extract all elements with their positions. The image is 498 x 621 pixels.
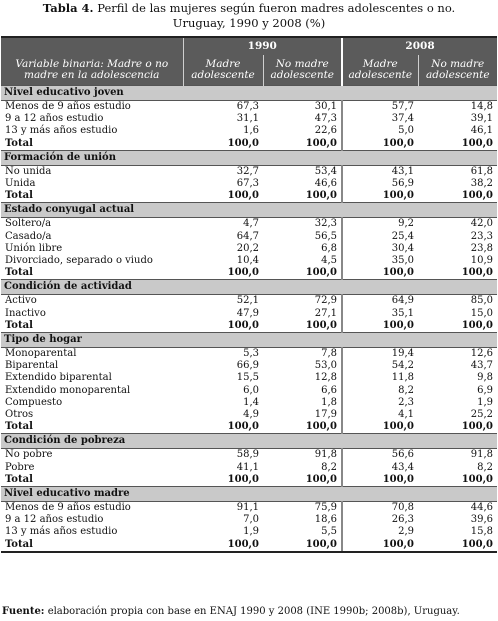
cell-1990-madre: 100,0 — [227, 137, 259, 149]
cell-2008-madre: 8,2 — [342, 385, 418, 397]
total-row — [1, 320, 497, 333]
cell-2008-madre: 43,4 — [342, 462, 418, 474]
cell-2008-no-madre: 38,2 — [470, 178, 494, 190]
cell-2008-no-madre: 12,6 — [470, 348, 494, 360]
col-1990-no-madre: No madre adolescente — [263, 55, 342, 86]
cell-2008-no-madre: 100,0 — [461, 473, 494, 485]
cell-1990-no-madre: 56,5 — [314, 230, 338, 242]
row-label: Total — [5, 319, 33, 331]
row-label: Total — [1, 539, 183, 552]
cell-2008-madre: 54,2 — [342, 360, 418, 372]
cell-1990-madre: 20,2 — [236, 242, 259, 254]
cell-2008-madre: 26,3 — [342, 514, 418, 526]
table-row — [1, 462, 497, 474]
cell-2008-no-madre: 1,9 — [477, 396, 494, 408]
source-note — [2, 606, 460, 617]
cell-1990-no-madre: 12,8 — [314, 372, 338, 384]
cell-2008-madre: 56,6 — [342, 449, 418, 462]
cell-1990-no-madre: 6,8 — [321, 242, 338, 254]
total-row — [1, 190, 497, 203]
table-row — [1, 409, 497, 421]
cell-2008-no-madre: 39,6 — [470, 514, 494, 526]
cell-2008-no-madre: 8,2 — [477, 461, 494, 473]
col-1990-madre: Madre adolescente — [183, 55, 263, 86]
header-blank — [1, 37, 183, 55]
row-label: Extendido biparental — [5, 372, 112, 384]
cell-2008-no-madre: 100,0 — [418, 539, 497, 552]
section-header-row — [1, 333, 497, 348]
cell-1990-no-madre: 17,9 — [314, 409, 338, 421]
cell-2008-madre: 35,0 — [342, 255, 418, 267]
cell-1990-madre: 47,9 — [236, 307, 259, 319]
cell-1990-madre: 100,0 — [227, 267, 259, 279]
table-row — [1, 178, 497, 190]
row-label: Casado/a — [5, 230, 52, 242]
cell-2008-no-madre: 61,8 — [470, 165, 494, 177]
cell-1990-no-madre: 1,8 — [321, 396, 338, 408]
cell-2008-madre: 4,1 — [342, 409, 418, 421]
cell-1990-madre: 15,5 — [236, 372, 259, 384]
cell-2008-madre: 100,0 — [342, 421, 418, 434]
cell-2008-madre: 43,1 — [342, 165, 418, 178]
year-2008-header: 2008 — [342, 37, 497, 55]
source-text: elaboración propia con base en ENAJ 1990 y 2008 (INE 1990b; 2008b), Uruguay. — [47, 606, 460, 617]
cell-1990-no-madre: 7,8 — [321, 348, 338, 360]
cell-1990-madre: 1,4 — [243, 396, 259, 408]
row-label: Menos de 9 años estudio — [5, 502, 131, 514]
row-label: Unida — [5, 178, 36, 190]
cell-2008-no-madre: 100,0 — [461, 137, 494, 149]
table-row — [1, 113, 497, 125]
cell-1990-no-madre: 8,2 — [321, 461, 338, 473]
row-label: Pobre — [5, 461, 35, 473]
cell-2008-no-madre: 9,8 — [477, 372, 494, 384]
cell-2008-madre: 100,0 — [342, 320, 418, 333]
total-row — [1, 474, 497, 487]
cell-2008-no-madre: 100,0 — [461, 267, 494, 279]
cell-1990-no-madre: 6,6 — [321, 384, 338, 396]
cell-1990-madre: 52,1 — [236, 295, 259, 307]
variable-header: Variable binaria: Madre o no madre en la adolescencia — [1, 55, 183, 86]
cell-2008-madre: 37,4 — [342, 113, 418, 125]
cell-1990-madre: 32,7 — [236, 165, 259, 177]
cell-2008-madre: 100,0 — [342, 267, 418, 280]
total-row — [1, 138, 497, 151]
cell-1990-no-madre: 18,6 — [314, 514, 338, 526]
caption-line-2: Uruguay, 1990 y 2008 (%) — [172, 16, 326, 30]
section-title: Nivel educativo madre — [1, 487, 497, 502]
cell-1990-no-madre: 100,0 — [305, 319, 338, 331]
cell-1990-no-madre: 5,5 — [321, 526, 338, 538]
cell-2008-no-madre: 100,0 — [461, 190, 494, 202]
cell-2008-madre: 25,4 — [342, 231, 418, 243]
total-row — [1, 539, 497, 552]
cell-1990-no-madre: 75,9 — [314, 502, 338, 514]
table-row — [1, 243, 497, 255]
row-label: Total — [5, 137, 33, 149]
table-row — [1, 308, 497, 320]
cell-2008-no-madre: 6,9 — [477, 384, 494, 396]
table-row — [1, 165, 497, 178]
cell-1990-madre: 58,9 — [236, 449, 259, 461]
table-row — [1, 255, 497, 267]
cell-1990-madre: 1,9 — [243, 526, 259, 538]
cell-2008-madre: 100,0 — [342, 190, 418, 203]
section-header-row — [1, 280, 497, 295]
table-row — [1, 526, 497, 538]
table-body — [1, 86, 497, 552]
cell-1990-no-madre: 100,0 — [305, 473, 338, 485]
cell-1990-madre: 1,6 — [243, 125, 259, 137]
cell-1990-no-madre: 100,0 — [263, 539, 342, 552]
source-label: Fuente: — [2, 606, 45, 617]
cell-1990-no-madre: 100,0 — [305, 137, 338, 149]
data-table — [1, 36, 497, 553]
table-row — [1, 360, 497, 372]
cell-1990-madre: 6,0 — [243, 384, 259, 396]
cell-2008-no-madre: 46,1 — [470, 125, 494, 137]
cell-2008-madre: 2,3 — [342, 397, 418, 409]
total-row — [1, 267, 497, 280]
section-title: Tipo de hogar — [1, 333, 497, 348]
cell-2008-madre: 5,0 — [342, 125, 418, 137]
cell-2008-madre: 30,4 — [342, 243, 418, 255]
row-label: 9 a 12 años estudio — [5, 514, 104, 526]
row-label: Total — [5, 473, 33, 485]
cell-1990-madre: 100,0 — [227, 421, 259, 433]
cell-2008-no-madre: 39,1 — [470, 113, 494, 125]
table-row — [1, 218, 497, 231]
cell-1990-no-madre: 32,3 — [314, 218, 338, 230]
caption-text-1: Perfil de las mujeres según fueron madres adolescentes o no. — [97, 1, 456, 15]
section-title: Estado conyugal actual — [1, 203, 497, 218]
col-2008-madre: Madre adolescente — [342, 55, 418, 86]
row-label: Activo — [5, 295, 37, 307]
cell-2008-madre: 57,7 — [342, 101, 418, 114]
cell-1990-madre: 4,9 — [243, 409, 259, 421]
cell-2008-madre: 56,9 — [342, 178, 418, 190]
row-label: Inactivo — [5, 307, 46, 319]
cell-1990-no-madre: 47,3 — [314, 113, 338, 125]
cell-1990-no-madre: 4,5 — [321, 255, 338, 267]
table-row — [1, 125, 497, 137]
section-header-row — [1, 434, 497, 449]
cell-1990-madre: 41,1 — [236, 461, 259, 473]
cell-1990-madre: 66,9 — [236, 360, 259, 372]
cell-2008-madre: 100,0 — [342, 539, 418, 552]
cell-1990-no-madre: 100,0 — [305, 421, 338, 433]
cell-1990-no-madre: 22,6 — [314, 125, 338, 137]
cell-2008-madre: 35,1 — [342, 308, 418, 320]
cell-1990-madre: 64,7 — [236, 230, 259, 242]
row-label: Compuesto — [5, 396, 63, 408]
row-label: No unida — [5, 165, 52, 177]
section-header-row — [1, 203, 497, 218]
cell-2008-no-madre: 100,0 — [461, 421, 494, 433]
row-label: Extendido monoparental — [5, 384, 131, 396]
cell-1990-madre: 100,0 — [227, 473, 259, 485]
cell-2008-no-madre: 14,8 — [470, 101, 494, 112]
row-label: Otros — [5, 409, 34, 421]
table-row — [1, 502, 497, 515]
section-title: Condición de pobreza — [1, 434, 497, 449]
cell-2008-no-madre: 42,0 — [470, 218, 494, 230]
row-label: Divorciado, separado o viudo — [5, 255, 153, 267]
col-2008-no-madre: No madre adolescente — [418, 55, 497, 86]
table-row — [1, 372, 497, 384]
cell-1990-no-madre: 53,0 — [314, 360, 338, 372]
table-row — [1, 348, 497, 361]
cell-2008-madre: 2,9 — [342, 526, 418, 538]
cell-1990-madre: 67,3 — [236, 101, 259, 112]
cell-1990-no-madre: 46,6 — [314, 178, 338, 190]
cell-1990-no-madre: 91,8 — [314, 449, 338, 461]
table-header — [1, 37, 497, 86]
cell-1990-no-madre: 30,1 — [314, 101, 338, 112]
table-row — [1, 514, 497, 526]
cell-2008-madre: 70,8 — [342, 502, 418, 515]
cell-2008-no-madre: 10,9 — [470, 255, 494, 267]
cell-2008-no-madre: 44,6 — [470, 502, 494, 514]
cell-1990-madre: 100,0 — [227, 190, 259, 202]
caption-label: Tabla 4. — [42, 1, 94, 15]
cell-1990-madre: 10,4 — [236, 255, 259, 267]
row-label: Biparental — [5, 360, 59, 372]
row-label: No pobre — [5, 449, 53, 461]
cell-2008-madre: 9,2 — [342, 218, 418, 231]
cell-2008-madre: 11,8 — [342, 372, 418, 384]
row-label: 9 a 12 años estudio — [5, 113, 104, 125]
cell-1990-no-madre: 100,0 — [305, 267, 338, 279]
cell-2008-madre: 100,0 — [342, 138, 418, 151]
cell-1990-madre: 4,7 — [243, 218, 259, 230]
row-label: Unión libre — [5, 242, 63, 254]
cell-2008-madre: 19,4 — [342, 348, 418, 361]
section-header-row — [1, 487, 497, 502]
cell-1990-madre: 67,3 — [236, 178, 259, 190]
cell-1990-madre: 5,3 — [243, 348, 259, 360]
cell-2008-madre: 64,9 — [342, 295, 418, 308]
cell-2008-no-madre: 23,8 — [470, 242, 494, 254]
row-label: Menos de 9 años estudio — [5, 101, 131, 112]
cell-2008-no-madre: 91,8 — [470, 449, 494, 461]
cell-1990-no-madre: 100,0 — [305, 190, 338, 202]
section-title: Nivel educativo joven — [1, 86, 497, 101]
cell-2008-no-madre: 85,0 — [470, 295, 494, 307]
row-label: 13 y más años estudio — [5, 526, 118, 538]
section-title: Formación de unión — [1, 150, 497, 165]
row-label: Total — [5, 421, 33, 433]
row-label: Monoparental — [5, 348, 77, 360]
cell-1990-madre: 31,1 — [236, 113, 259, 125]
section-header-row — [1, 150, 497, 165]
table-row — [1, 231, 497, 243]
cell-2008-no-madre: 25,2 — [470, 409, 494, 421]
row-label: 13 y más años estudio — [5, 125, 118, 137]
table-caption — [0, 0, 498, 33]
cell-2008-madre: 100,0 — [342, 474, 418, 487]
cell-2008-no-madre: 23,3 — [470, 230, 494, 242]
row-label: Total — [5, 267, 33, 279]
table-row — [1, 397, 497, 409]
cell-1990-no-madre: 27,1 — [314, 307, 338, 319]
cell-1990-no-madre: 53,4 — [314, 165, 338, 177]
section-header-row — [1, 86, 497, 101]
cell-2008-no-madre: 15,0 — [470, 307, 494, 319]
table-row — [1, 449, 497, 462]
section-title: Condición de actividad — [1, 280, 497, 295]
cell-1990-no-madre: 72,9 — [314, 295, 338, 307]
table-row — [1, 385, 497, 397]
row-label: Total — [5, 190, 33, 202]
total-row — [1, 421, 497, 434]
year-1990-header: 1990 — [183, 37, 342, 55]
table-row — [1, 295, 497, 308]
row-label: Soltero/a — [5, 218, 52, 230]
cell-1990-madre: 91,1 — [236, 502, 259, 514]
caption-line-1 — [0, 1, 498, 16]
cell-2008-no-madre: 15,8 — [470, 526, 494, 538]
table-row — [1, 101, 497, 114]
cell-1990-madre: 7,0 — [243, 514, 259, 526]
cell-1990-madre: 100,0 — [227, 319, 259, 331]
cell-1990-madre: 100,0 — [183, 539, 263, 552]
cell-2008-no-madre: 43,7 — [470, 360, 494, 372]
cell-2008-no-madre: 100,0 — [461, 319, 494, 331]
